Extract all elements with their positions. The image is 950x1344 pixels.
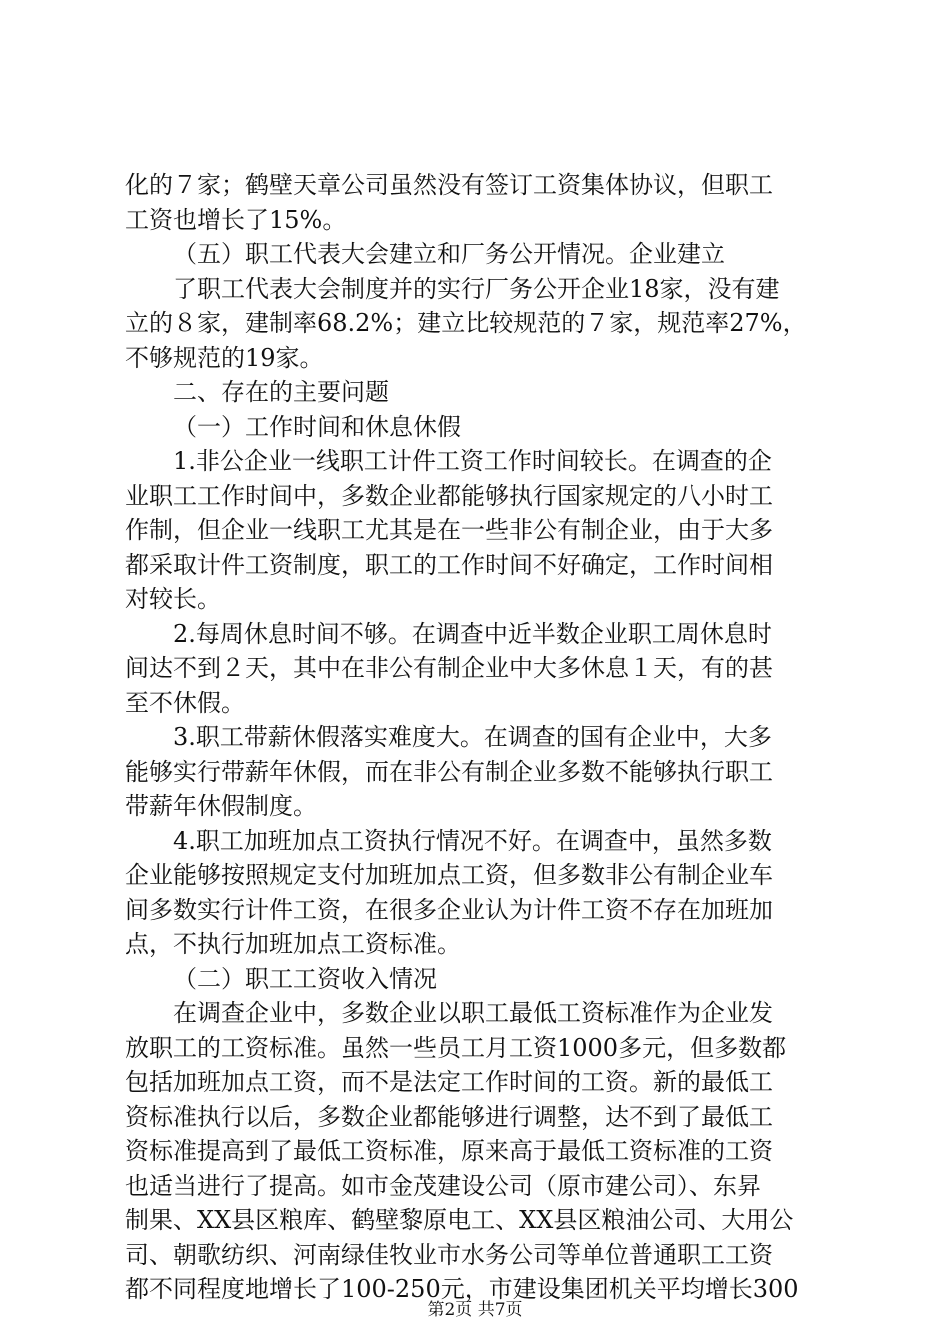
text-line: 制果、XX县区粮库、鹤壁黎原电工、XX县区粮油公司、大用公 [125,1206,794,1234]
text-line: 不够规范的19家。 [125,343,324,372]
text-line: 能够实行带薪年休假，而在非公有制企业多数不能够执行职工 [125,757,773,786]
text-line: 包括加班加点工资，而不是法定工作时间的工资。新的最低工 [125,1068,773,1096]
text-line: 业职工工作时间中，多数企业都能够执行国家规定的八小时工 [125,481,773,510]
text-line: （五）职工代表大会建立和厂务公开情况。企业建立 [173,240,725,268]
text-line: 对较长。 [125,585,221,613]
text-line: 带薪年休假制度。 [125,792,317,820]
text-line: 司、朝歌纺织、河南绿佳牧业市水务公司等单位普通职工工资 [125,1240,773,1269]
text-line: 作制，但企业一线职工尤其是在一些非公有制企业，由于大多 [125,516,773,544]
text-line: 工资也增长了15%。 [125,205,347,234]
text-line: 都采取计件工资制度，职工的工作时间不好确定，工作时间相 [125,550,773,579]
document-body [125,168,837,1307]
text-line: 二、存在的主要问题 [173,378,389,406]
text-line: 间多数实行计件工资，在很多企业认为计件工资不存在加班加 [125,895,773,924]
text-line: 化的７家；鹤壁天章公司虽然没有签订工资集体协议，但职工 [125,171,773,199]
text-line: 企业能够按照规定支付加班加点工资，但多数非公有制企业车 [125,861,773,889]
text-line: 间达不到２天，其中在非公有制企业中大多休息１天，有的甚 [125,654,773,682]
text-line: 4.职工加班加点工资执行情况不好。在调查中，虽然多数 [173,826,772,855]
text-line: 在调查企业中，多数企业以职工最低工资标准作为企业发 [173,999,773,1027]
text-line: 资标准提高到了最低工资标准，原来高于最低工资标准的工资 [125,1137,773,1165]
text-line: （二）职工工资收入情况 [173,964,437,993]
text-line: （一）工作时间和休息休假 [173,412,461,441]
text-line: 点，不执行加班加点工资标准。 [125,930,461,958]
text-line: 放职工的工资标准。虽然一些员工月工资1000多元，但多数都 [125,1033,787,1062]
text-line: 3.职工带薪休假落实难度大。在调查的国有企业中，大多 [173,723,772,751]
text-line: 都不同程度地增长了100-250元，市建设集团机关平均增长300 [125,1275,799,1303]
page-footer: 第2页 共7页 [427,1300,523,1320]
text-line: 也适当进行了提高。如市金茂建设公司（原市建公司）、东昇 [125,1171,761,1200]
text-line: 2.每周休息时间不够。在调查中近半数企业职工周休息时 [173,619,772,648]
text-line: 资标准执行以后，多数企业都能够进行调整，达不到了最低工 [125,1102,773,1131]
text-line: 立的８家，建制率68.2%；建立比较规范的７家，规范率27%， [125,309,807,337]
text-line: 至不休假。 [125,688,245,717]
text-line: 了职工代表大会制度并的实行厂务公开企业18家，没有建 [173,274,780,303]
text-line: 1.非公企业一线职工计件工资工作时间较长。在调查的企 [173,447,772,475]
